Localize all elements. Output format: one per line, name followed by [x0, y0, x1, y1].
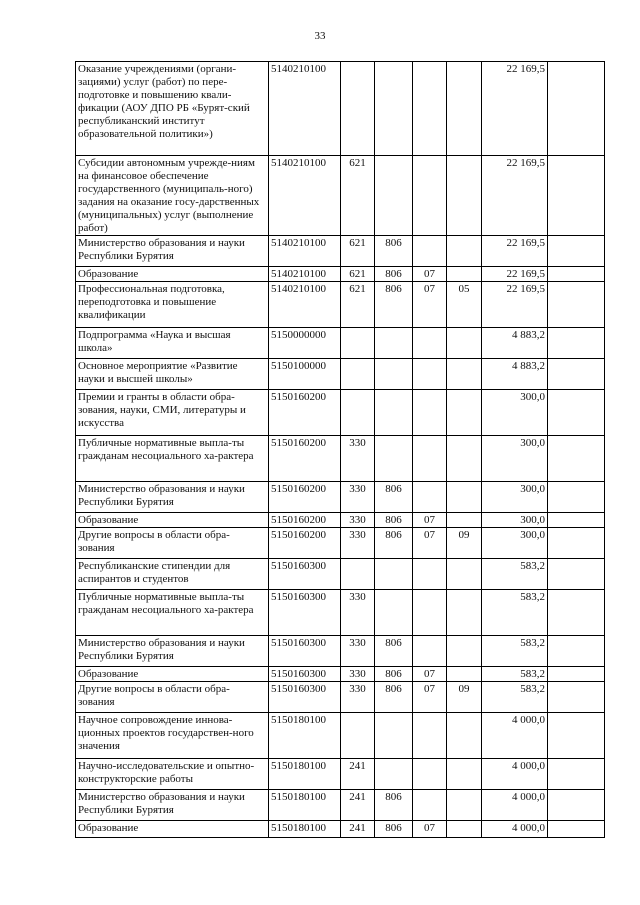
row-ministry-code: 806: [375, 527, 413, 558]
row-target-code: 5150160200: [269, 481, 341, 512]
row-target-code: 5150160200: [269, 527, 341, 558]
row-target-code: 5150160200: [269, 512, 341, 527]
row-target-code: 5150180100: [269, 820, 341, 837]
row-target-code: 5140210100: [269, 156, 341, 236]
row-name: Другие вопросы в области обра-зования: [76, 527, 269, 558]
table-row: [76, 156, 605, 236]
row-amount: 300,0: [482, 527, 548, 558]
row-amount: 583,2: [482, 681, 548, 712]
row-expense-type: 241: [341, 820, 375, 837]
row-extra: [548, 281, 605, 327]
row-ministry-code: [375, 358, 413, 389]
row-subsection: [447, 512, 482, 527]
row-amount: 22 169,5: [482, 235, 548, 266]
row-ministry-code: 806: [375, 481, 413, 512]
row-expense-type: 621: [341, 281, 375, 327]
row-extra: [548, 327, 605, 358]
table-row: [76, 358, 605, 389]
row-section: [413, 589, 447, 635]
row-subsection: 09: [447, 527, 482, 558]
row-amount: 583,2: [482, 635, 548, 666]
row-subsection: [447, 789, 482, 820]
row-extra: [548, 681, 605, 712]
row-amount: 4 883,2: [482, 327, 548, 358]
row-target-code: 5140210100: [269, 62, 341, 156]
row-expense-type: [341, 327, 375, 358]
row-ministry-code: [375, 389, 413, 435]
row-subsection: [447, 266, 482, 281]
row-ministry-code: 806: [375, 635, 413, 666]
row-amount: 22 169,5: [482, 156, 548, 236]
row-expense-type: 241: [341, 758, 375, 789]
row-name: Образование: [76, 266, 269, 281]
row-name: Публичные нормативные выпла-ты гражданам несоциального ха-рактера: [76, 589, 269, 635]
row-extra: [548, 358, 605, 389]
row-target-code: 5150180100: [269, 758, 341, 789]
row-name: Научно-исследовательские и опытно-конструкторские работы: [76, 758, 269, 789]
row-subsection: [447, 481, 482, 512]
row-name: Оказание учреждениями (органи-зациями) услуг (работ) по пере-подготовке и повышению квали-фикации (АОУ ДПО РБ «Бурят-ский республиканский институт образовательной политики»): [76, 62, 269, 156]
row-ministry-code: [375, 558, 413, 589]
row-target-code: 5140210100: [269, 235, 341, 266]
table-row: [76, 389, 605, 435]
table-row: [76, 62, 605, 156]
row-ministry-code: 806: [375, 512, 413, 527]
table-row: [76, 820, 605, 837]
row-ministry-code: 806: [375, 666, 413, 681]
row-expense-type: [341, 389, 375, 435]
row-subsection: [447, 62, 482, 156]
row-section: [413, 435, 447, 481]
row-amount: 583,2: [482, 589, 548, 635]
row-expense-type: 621: [341, 266, 375, 281]
row-amount: 4 883,2: [482, 358, 548, 389]
row-section: [413, 758, 447, 789]
row-amount: 22 169,5: [482, 281, 548, 327]
row-name: Профессиональная подготовка, переподготовка и повышение квалификации: [76, 281, 269, 327]
table-body: [76, 62, 605, 838]
row-section: 07: [413, 281, 447, 327]
row-ministry-code: 806: [375, 820, 413, 837]
row-target-code: 5150100000: [269, 358, 341, 389]
row-subsection: [447, 758, 482, 789]
row-extra: [548, 666, 605, 681]
row-section: 07: [413, 512, 447, 527]
row-ministry-code: 806: [375, 681, 413, 712]
row-extra: [548, 389, 605, 435]
table-row: [76, 435, 605, 481]
row-subsection: [447, 820, 482, 837]
row-target-code: 5150180100: [269, 712, 341, 758]
table-row: [76, 527, 605, 558]
table-row: [76, 481, 605, 512]
row-subsection: [447, 389, 482, 435]
row-amount: 4 000,0: [482, 758, 548, 789]
row-amount: 583,2: [482, 666, 548, 681]
row-extra: [548, 589, 605, 635]
row-subsection: [447, 712, 482, 758]
row-ministry-code: 806: [375, 235, 413, 266]
row-expense-type: 330: [341, 589, 375, 635]
row-target-code: 5150160300: [269, 681, 341, 712]
row-subsection: [447, 327, 482, 358]
row-amount: 4 000,0: [482, 712, 548, 758]
row-section: [413, 635, 447, 666]
row-name: Министерство образования и науки Республики Бурятия: [76, 789, 269, 820]
row-name: Образование: [76, 512, 269, 527]
row-expense-type: [341, 558, 375, 589]
row-section: 07: [413, 820, 447, 837]
row-name: Другие вопросы в области обра-зования: [76, 681, 269, 712]
row-extra: [548, 558, 605, 589]
row-expense-type: 241: [341, 789, 375, 820]
row-amount: 4 000,0: [482, 789, 548, 820]
row-expense-type: 330: [341, 527, 375, 558]
row-amount: 300,0: [482, 512, 548, 527]
table-row: [76, 327, 605, 358]
row-expense-type: 330: [341, 666, 375, 681]
row-ministry-code: [375, 62, 413, 156]
row-section: 07: [413, 527, 447, 558]
row-name: Образование: [76, 666, 269, 681]
row-section: [413, 327, 447, 358]
row-amount: 4 000,0: [482, 820, 548, 837]
row-section: [413, 558, 447, 589]
row-section: [413, 789, 447, 820]
row-subsection: [447, 358, 482, 389]
table-row: [76, 589, 605, 635]
row-extra: [548, 789, 605, 820]
row-name: Подпрограмма «Наука и высшая школа»: [76, 327, 269, 358]
row-subsection: [447, 589, 482, 635]
row-section: [413, 389, 447, 435]
row-section: [413, 62, 447, 156]
row-extra: [548, 156, 605, 236]
row-extra: [548, 235, 605, 266]
row-subsection: [447, 435, 482, 481]
table-row: [76, 558, 605, 589]
row-expense-type: 330: [341, 481, 375, 512]
row-subsection: [447, 156, 482, 236]
row-subsection: [447, 235, 482, 266]
row-section: [413, 712, 447, 758]
row-section: [413, 358, 447, 389]
row-ministry-code: [375, 156, 413, 236]
row-target-code: 5140210100: [269, 266, 341, 281]
row-extra: [548, 62, 605, 156]
row-ministry-code: 806: [375, 266, 413, 281]
row-ministry-code: [375, 758, 413, 789]
row-section: 07: [413, 266, 447, 281]
row-ministry-code: 806: [375, 789, 413, 820]
row-expense-type: [341, 62, 375, 156]
row-section: [413, 156, 447, 236]
table-row: [76, 235, 605, 266]
row-target-code: 5140210100: [269, 281, 341, 327]
row-name: Министерство образования и науки Республики Бурятия: [76, 235, 269, 266]
row-extra: [548, 635, 605, 666]
row-subsection: [447, 635, 482, 666]
row-section: [413, 481, 447, 512]
table-row: [76, 681, 605, 712]
row-amount: 300,0: [482, 435, 548, 481]
row-amount: 583,2: [482, 558, 548, 589]
row-target-code: 5150000000: [269, 327, 341, 358]
row-extra: [548, 820, 605, 837]
row-expense-type: 330: [341, 681, 375, 712]
row-name: Субсидии автономным учрежде-ниям на финансовое обеспечение государственного (муниципаль-ного) задания на оказание госу-дарственных (муниципальных) услуг (выполнение работ): [76, 156, 269, 236]
row-ministry-code: [375, 435, 413, 481]
row-amount: 22 169,5: [482, 62, 548, 156]
row-expense-type: 621: [341, 235, 375, 266]
row-amount: 300,0: [482, 481, 548, 512]
row-extra: [548, 435, 605, 481]
row-name: Основное мероприятие «Развитие науки и высшей школы»: [76, 358, 269, 389]
row-name: Премии и гранты в области обра-зования, науки, СМИ, литературы и искусства: [76, 389, 269, 435]
row-target-code: 5150160200: [269, 435, 341, 481]
row-target-code: 5150180100: [269, 789, 341, 820]
table-row: [76, 512, 605, 527]
row-name: Министерство образования и науки Республики Бурятия: [76, 481, 269, 512]
table-row: [76, 712, 605, 758]
row-subsection: 05: [447, 281, 482, 327]
row-ministry-code: [375, 712, 413, 758]
row-name: Республиканские стипендии для аспирантов и студентов: [76, 558, 269, 589]
table-row: [76, 635, 605, 666]
row-target-code: 5150160300: [269, 558, 341, 589]
table-row: [76, 789, 605, 820]
table-row: [76, 758, 605, 789]
row-expense-type: [341, 358, 375, 389]
row-target-code: 5150160300: [269, 635, 341, 666]
table-row: [76, 266, 605, 281]
row-ministry-code: 806: [375, 281, 413, 327]
row-name: Образование: [76, 820, 269, 837]
row-expense-type: 330: [341, 435, 375, 481]
row-section: [413, 235, 447, 266]
row-expense-type: [341, 712, 375, 758]
row-amount: 300,0: [482, 389, 548, 435]
row-ministry-code: [375, 589, 413, 635]
row-target-code: 5150160300: [269, 589, 341, 635]
table-row: [76, 666, 605, 681]
row-extra: [548, 758, 605, 789]
row-subsection: [447, 558, 482, 589]
row-expense-type: 330: [341, 512, 375, 527]
row-extra: [548, 527, 605, 558]
row-expense-type: 621: [341, 156, 375, 236]
row-amount: 22 169,5: [482, 266, 548, 281]
row-subsection: 09: [447, 681, 482, 712]
row-extra: [548, 712, 605, 758]
row-ministry-code: [375, 327, 413, 358]
page-number: 33: [314, 30, 326, 42]
row-subsection: [447, 666, 482, 681]
row-name: Публичные нормативные выпла-ты гражданам несоциального ха-рактера: [76, 435, 269, 481]
row-expense-type: 330: [341, 635, 375, 666]
row-target-code: 5150160200: [269, 389, 341, 435]
budget-table: [75, 61, 605, 838]
table-row: [76, 281, 605, 327]
row-section: 07: [413, 666, 447, 681]
row-section: 07: [413, 681, 447, 712]
row-extra: [548, 512, 605, 527]
row-target-code: 5150160300: [269, 666, 341, 681]
row-extra: [548, 481, 605, 512]
row-name: Министерство образования и науки Республики Бурятия: [76, 635, 269, 666]
row-extra: [548, 266, 605, 281]
row-name: Научное сопровождение иннова-ционных проектов государствен-ного значения: [76, 712, 269, 758]
